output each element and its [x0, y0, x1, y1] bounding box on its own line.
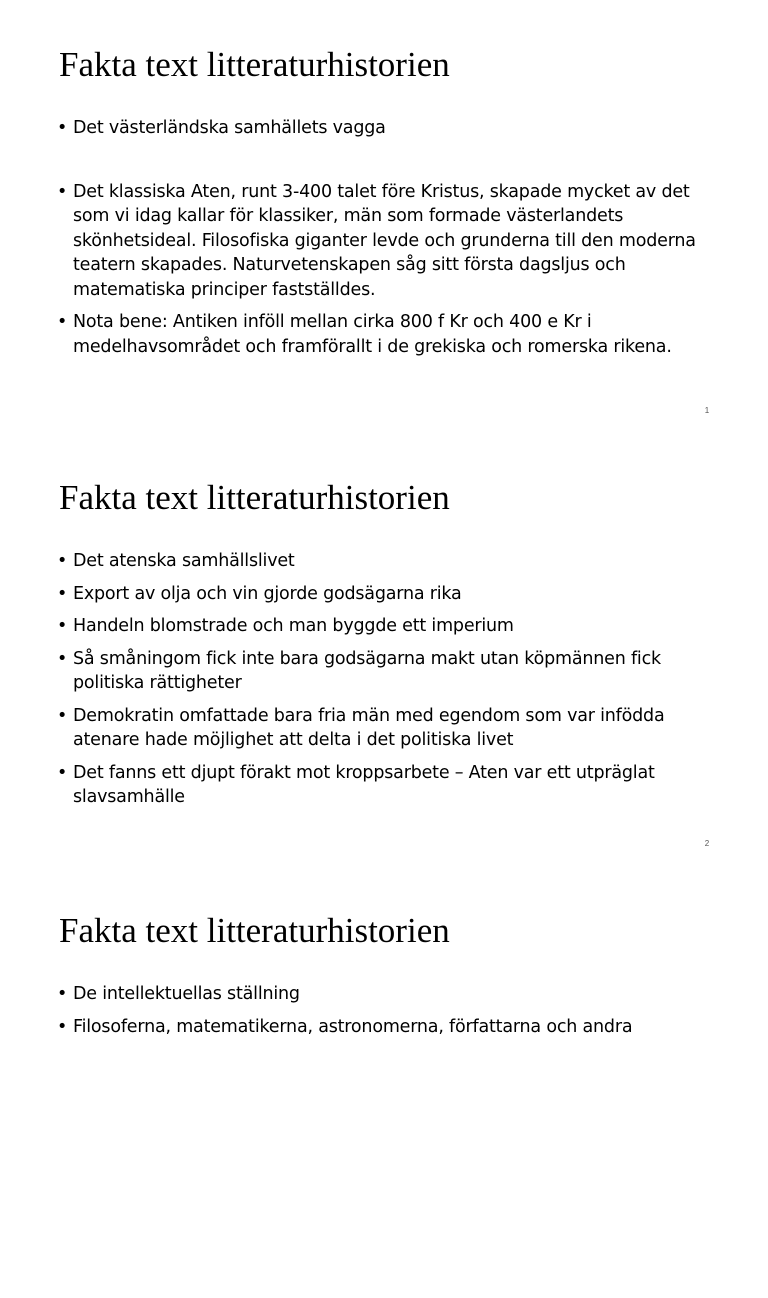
- bullet-point-icon: •: [57, 118, 68, 138]
- slide-title: Fakta text litteraturhistorien: [59, 45, 450, 84]
- bullet-point-icon: •: [57, 616, 68, 636]
- bullet-item: [57, 549, 727, 574]
- bullet-text: Handeln blomstrade och man byggde ett imperium: [73, 616, 514, 636]
- slide-3: [0, 866, 768, 1298]
- slide-1: [0, 0, 768, 432]
- bullet-point-icon: •: [57, 705, 68, 726]
- slide-2: [0, 433, 768, 865]
- bullet-item: [57, 704, 727, 753]
- bullet-text: Demokratin omfattade bara fria män med egendom som var infödda atenare hade möjlighet att delta i det politiska livet: [73, 705, 665, 750]
- bullet-point-icon: •: [57, 648, 68, 669]
- bullet-text: Filosoferna, matematikerna, astronomerna, författarna och andra: [73, 1016, 633, 1037]
- bullet-item: [57, 982, 727, 1007]
- bullet-item: [57, 761, 727, 810]
- bullet-text: Det fanns ett djupt förakt mot kroppsarbete – Aten var ett utpräglat slavsamhälle: [73, 762, 655, 807]
- bullet-text: Nota bene: Antiken inföll mellan cirka 800 f Kr och 400 e Kr i medelhavsområdet och framförallt i de grekiska och romerska rikena.: [73, 312, 672, 357]
- bullet-item: [57, 116, 727, 141]
- bullet-item: [57, 310, 727, 359]
- bullet-point-icon: •: [57, 583, 68, 604]
- bullet-item: [57, 647, 727, 696]
- bullet-list: [57, 549, 727, 818]
- bullet-text: De intellektuellas ställning: [73, 984, 300, 1004]
- slide-title: Fakta text litteraturhistorien: [59, 478, 450, 517]
- bullet-text: Det klassiska Aten, runt 3-400 talet före Kristus, skapade mycket av det som vi idag kallar för klassiker, män som formade västerlandets skönhetsideal. Filosofiska giganter levde och grunderna till den moderna teatern skapades. Naturvetenskapen såg sitt första dagsljus och matematiska principer fastställdes.: [73, 181, 696, 300]
- bullet-list: [57, 116, 727, 367]
- bullet-point-icon: •: [57, 551, 68, 571]
- bullet-text: Det västerländska samhällets vagga: [73, 118, 386, 138]
- bullet-item: [57, 614, 727, 639]
- bullet-point-icon: •: [57, 312, 68, 332]
- bullet-text: Så småningom fick inte bara godsägarna makt utan köpmännen fick politiska rättigheter: [73, 648, 661, 693]
- page-number: 2: [704, 839, 710, 848]
- bullet-point-icon: •: [57, 1016, 68, 1037]
- bullet-point-icon: •: [57, 984, 68, 1004]
- bullet-text: Export av olja och vin gjorde godsägarna rika: [73, 583, 462, 604]
- page-number: 1: [704, 406, 710, 415]
- bullet-item: [57, 582, 727, 607]
- bullet-text: Det atenska samhällslivet: [73, 551, 295, 571]
- slide-title: Fakta text litteraturhistorien: [59, 911, 450, 950]
- bullet-list: [57, 982, 727, 1047]
- bullet-point-icon: •: [57, 762, 68, 783]
- bullet-item: [57, 1015, 727, 1040]
- bullet-item: [57, 180, 727, 303]
- bullet-point-icon: •: [57, 181, 68, 202]
